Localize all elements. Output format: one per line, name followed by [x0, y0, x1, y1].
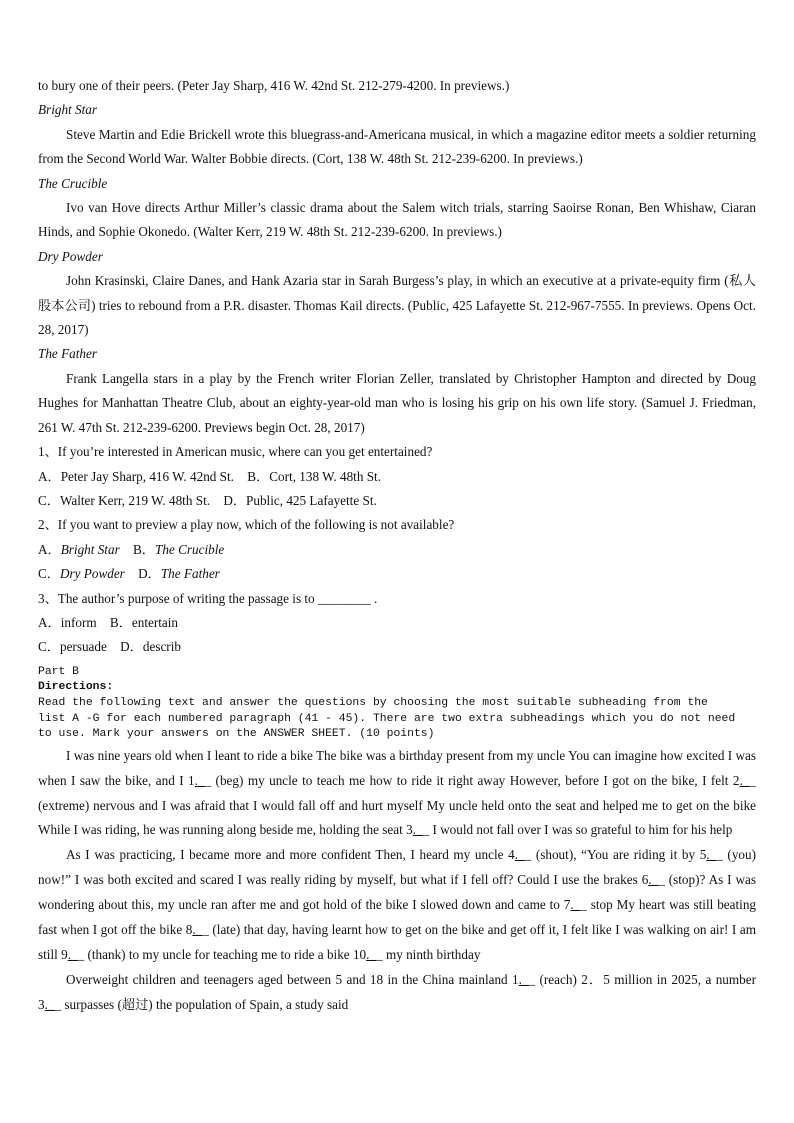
option-d[interactable]: D．describ [120, 639, 181, 655]
option-a-label: A． [38, 541, 61, 557]
blank-3[interactable]: ._ [412, 822, 423, 838]
text-run: _ (beg) my uncle to teach me how to ride it right away However, before I got on the [204, 772, 668, 788]
blank-5[interactable]: ._ [706, 847, 717, 863]
text-run: _ (late) that day, having learnt how to get on the bike and get off it, I felt [202, 922, 589, 938]
option-b[interactable]: B．Cort, 138 W. 48th St. [247, 468, 382, 484]
blank-2[interactable]: ._ [739, 772, 750, 788]
text-run: heart was still beating fast when I got off the bike 8 [38, 897, 757, 938]
question-3-options-row-2 [38, 635, 756, 659]
cloze-paragraph-3 [38, 968, 756, 1018]
text-run: _ [716, 847, 723, 863]
text-run: Overweight children and teenagers aged between 5 and 18 in the China mainland 1 [66, 971, 519, 987]
question-3-options-row-1 [38, 611, 756, 635]
blank-4[interactable]: ._ [514, 847, 525, 863]
listing-title-dry-powder: Dry Powder [38, 248, 103, 264]
option-a[interactable]: A．inform [38, 614, 97, 630]
directions-line: to use. Mark your answers on the ANSWER SHEET. (10 points) [38, 728, 435, 741]
text-run: _ stop My [580, 897, 635, 913]
question-1-options-row-1 [38, 465, 756, 489]
directions-line: list A -G for each numbered paragraph (41 - 45). There are two extra subheadings which you do not need [38, 712, 736, 725]
cloze-paragraph-2 [38, 843, 756, 968]
listing-title-bright-star: Bright Star [38, 102, 97, 118]
option-d[interactable]: D．Public, 425 Lafayette St. [223, 492, 377, 508]
text-run: (you) now!” I was both excited and scared I was really riding by myself, but what if I fell off? Could I use the brakes 6 [38, 847, 756, 888]
text-run: number 3 [38, 971, 756, 1012]
blank-3[interactable]: ._ [44, 996, 55, 1012]
question-1-options-row-2 [38, 489, 756, 513]
blank-9[interactable]: ._ [67, 946, 78, 962]
text-run: like I was walking on air! I am still 9 [38, 922, 756, 962]
question-2-stem: 2、If you want to preview a play now, which of the following is not available? [38, 517, 455, 533]
text-run: _ I would not fall over I was so [422, 822, 588, 838]
option-c[interactable]: Dry Powder [59, 566, 125, 582]
blank-10[interactable]: ._ [366, 946, 377, 962]
option-c-label: C． [38, 566, 60, 582]
listing-title-the-crucible: The Crucible [38, 175, 108, 191]
text-run: _ (thank) to my uncle for teaching me to ride a bike 10 [77, 946, 367, 962]
listing-text-the-father: Frank Langella stars in a play by the French writer Florian Zeller, translated by Christopher Hampton and directed by Doug Hughes for Manhattan Theatre Club, about an eighty-year-old man who is losing his grip on his own life story. (Samuel J. Friedman, 261 W. 47th St. 212-239-6200. Previews begin Oct. 28, 2017) [38, 370, 756, 435]
question-3-stem: 3、The author’s purpose of writing the passage is to ________ . [38, 590, 378, 606]
blank-7[interactable]: ._ [570, 897, 581, 913]
listing-text-bright-star: Steve Martin and Edie Brickell wrote this bluegrass-and-Americana musical, in which a magazine editor meets a soldier returning from the Second World War. Walter Bobbie directs. (Cort, 138 W. 48th St. 212-239-6200. In previews.) [38, 126, 756, 167]
text-run: me to get on the bike While I was riding, he was running along beside me, holding the seat 3 [38, 797, 757, 838]
cloze-paragraph-1 [38, 744, 756, 844]
option-d-label: D． [138, 566, 161, 582]
listing-text-the-crucible: Ivo van Hove directs Arthur Miller’s classic drama about the Salem witch trials, starring Saoirse Ronan, Ben Whishaw, Ciaran Hinds, and Sophie Okonedo. (Walter Kerr, 219 W. 48th St. 212-239-6200. In previews.) [38, 200, 756, 240]
blank-8[interactable]: ._ [192, 922, 203, 938]
text-run: _ [658, 872, 665, 888]
question-2-options-row-1 [38, 538, 756, 562]
text-run: _ (shout), “You are riding it by 5 [524, 847, 707, 863]
content [38, 74, 756, 1018]
option-c[interactable]: C．persuade [38, 639, 107, 655]
blank-1[interactable]: ._ [518, 971, 529, 987]
text-run: excited I was when I saw the bike, and I 1 [38, 747, 757, 788]
option-a[interactable]: Bright Star [60, 541, 120, 557]
text-run: grateful to him for his help [590, 822, 733, 838]
directions-label: Directions: [38, 681, 114, 694]
text-run: _ (extreme) nervous and I was afraid that I would fall off and hurt myself My uncle held onto the seat and helped [38, 772, 756, 813]
text-run: As I was practicing, I became more and more confident Then, I heard my uncle 4 [66, 847, 515, 863]
listing-text-dry-powder: John Krasinski, Claire Danes, and Hank Azaria star in Sarah Burgess’s play, in which an executive at a private-equity firm (私人股本公司) tries to rebound from a P.R. disaster. Thomas Kail directs. (Public, 425 Lafayette St. 212-967-7555. In previews. Opens Oct. 28, 2017) [38, 273, 756, 338]
text-run: _ (reach) 2．5 million in 2025, a [528, 971, 712, 987]
text-run: _ surpasses (超过) the population of Spain, a study said [54, 996, 349, 1012]
option-a[interactable]: A．Peter Jay Sharp, 416 W. 42nd St. [38, 468, 234, 484]
blank-6[interactable]: ._ [648, 872, 659, 888]
part-b-heading: Part B [38, 665, 80, 678]
text-run: bike, I felt 2 [671, 772, 740, 788]
text-run: (stop)? As I was wondering about this, my uncle ran after me and got hold of the bike I slowed down and came to 7 [38, 872, 757, 913]
option-b[interactable]: B．entertain [109, 614, 179, 630]
intro-line: to bury one of their peers. (Peter Jay Sharp, 416 W. 42nd St. 212-279-4200. In previews.) [38, 78, 510, 93]
option-b-label: B． [133, 541, 155, 557]
blank-1[interactable]: ._ [194, 772, 205, 788]
option-d[interactable]: The Father [160, 566, 220, 582]
text-run: I was nine years old when I leant to ride a bike The bike was a birthday present from my uncle You can imagine how [66, 747, 684, 763]
option-c[interactable]: C．Walter Kerr, 219 W. 48th St. [38, 492, 211, 508]
directions-line: Read the following text and answer the questions by choosing the most suitable subheading from the [38, 696, 708, 709]
question-1-stem: 1、If you’re interested in American music, where can you get entertained? [38, 444, 433, 460]
text-run: _ my ninth birthday [376, 946, 481, 962]
directions-text [38, 696, 756, 743]
option-b[interactable]: The Crucible [154, 541, 225, 557]
question-2-options-row-2 [38, 562, 756, 586]
listing-title-the-father: The Father [38, 346, 97, 362]
